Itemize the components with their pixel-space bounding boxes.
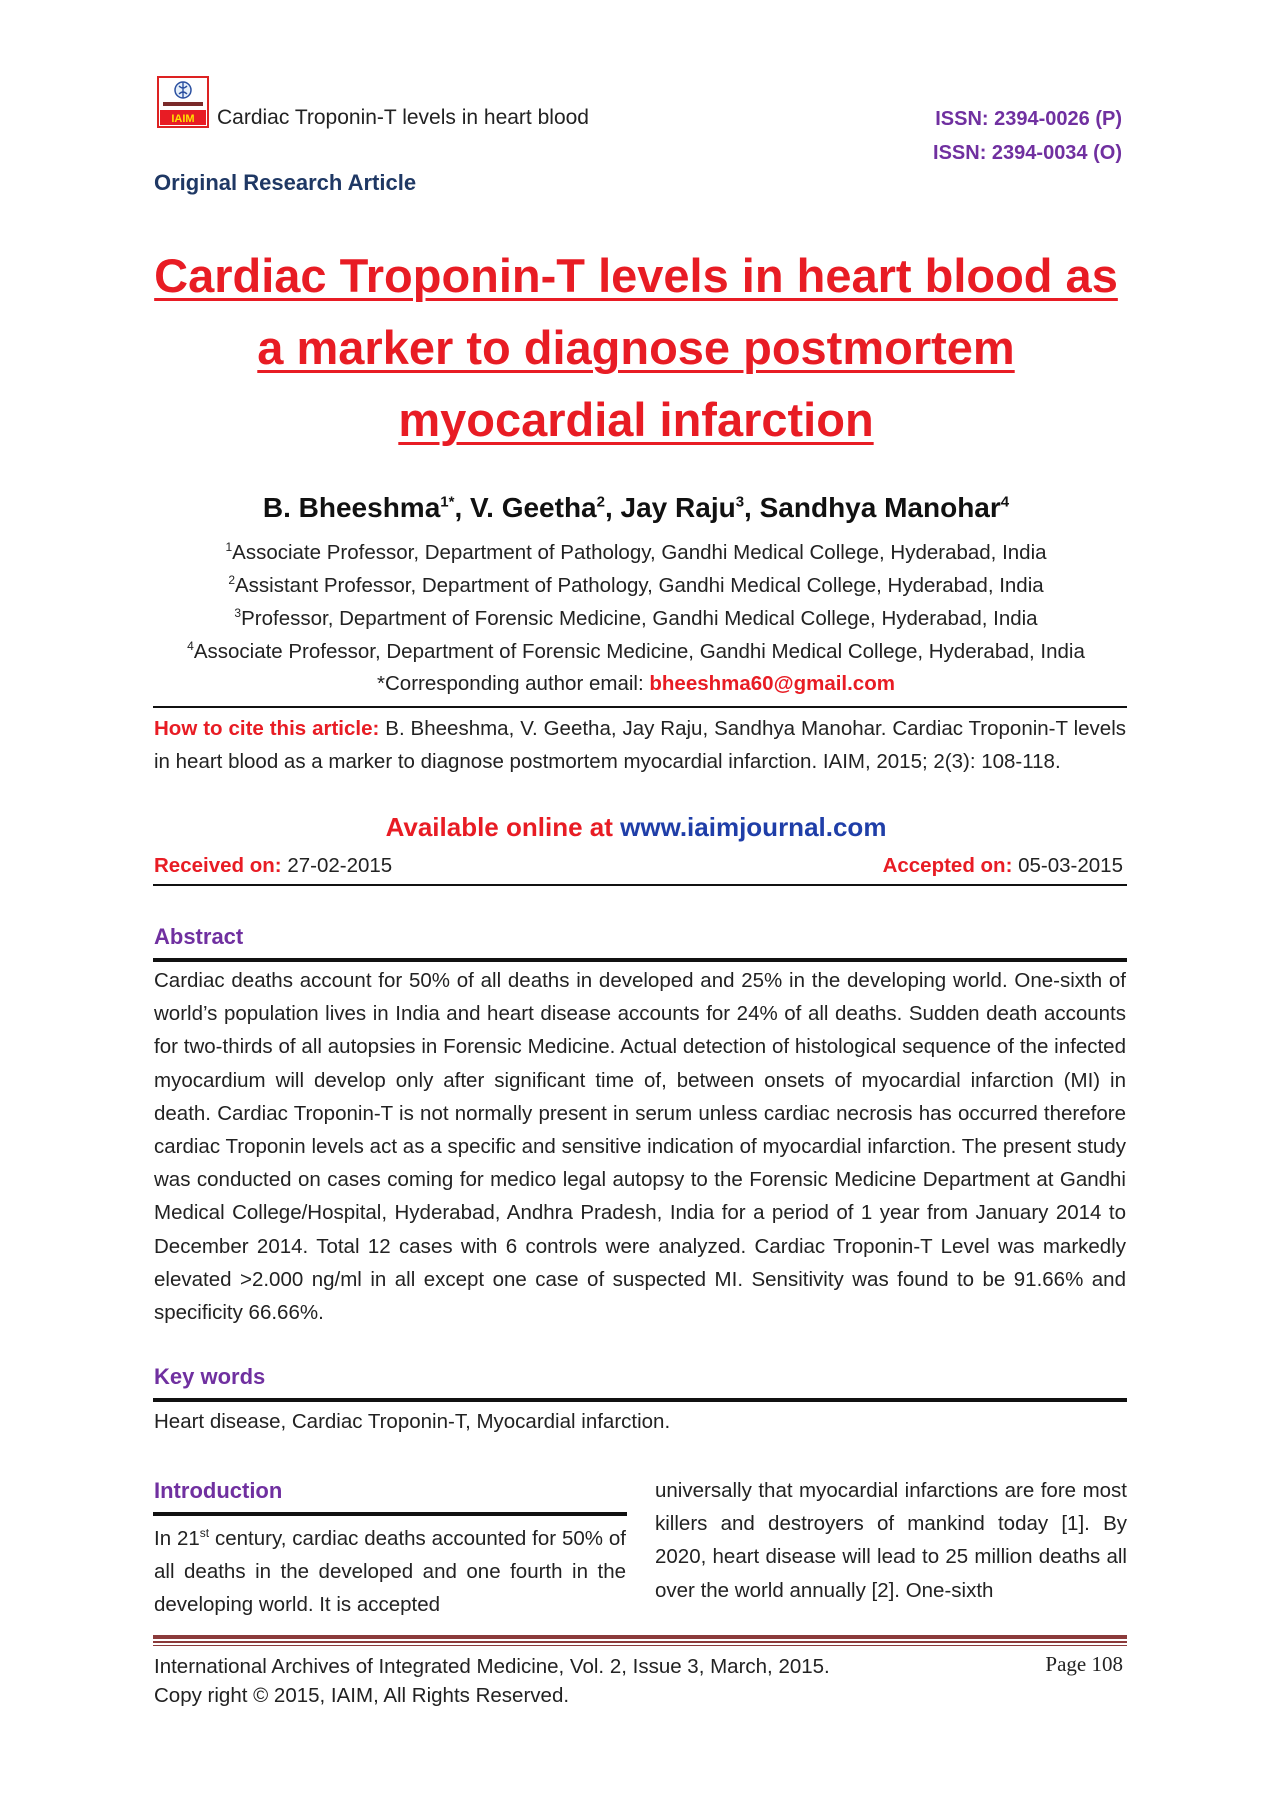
author-name: B. Bheeshma <box>262 492 441 523</box>
citation-label: How to cite this article: <box>154 717 380 740</box>
accepted-value: 05-03-2015 <box>1018 854 1123 877</box>
divider <box>153 958 1127 962</box>
author-sup: 3 <box>735 493 745 511</box>
keywords-heading: Key words <box>154 1364 266 1389</box>
introduction-heading: Introduction <box>154 1478 283 1503</box>
author-name: Jay Raju <box>620 492 736 523</box>
received-value: 27-02-2015 <box>287 854 393 877</box>
affiliation-sup: 1 <box>225 540 233 554</box>
affiliation-2 <box>150 573 1122 598</box>
introduction-left-column <box>154 1517 626 1621</box>
received-label: Received on: <box>154 854 282 877</box>
affiliation-sup: 2 <box>228 573 235 587</box>
author-sup: 1* <box>440 493 455 511</box>
intro-text: century, cardiac deaths accounted for 50% of all deaths in the developed and one fourth in the developing world. It is accepted <box>154 1526 626 1617</box>
journal-logo <box>157 76 209 128</box>
journal-url-link[interactable]: www.iaimjournal.com <box>620 812 887 842</box>
author-sup: 2 <box>596 493 605 511</box>
corresponding-label: *Corresponding author email: <box>377 672 644 695</box>
divider <box>153 884 1127 886</box>
intro-sup: st <box>199 1526 210 1540</box>
divider <box>153 706 1127 708</box>
author-sup: 4 <box>1000 493 1010 511</box>
affiliation-text: Associate Professor, Department of Forensic Medicine, Gandhi Medical College, Hyderabad, India <box>193 639 1085 663</box>
keywords-text: Heart disease, Cardiac Troponin-T, Myocardial infarction. <box>154 1410 671 1433</box>
intro-text: In 21 <box>154 1526 200 1550</box>
footer-copyright: Copy right © 2015, IAIM, All Rights Reserved. <box>154 1684 570 1707</box>
affiliation-3 <box>150 606 1122 631</box>
author-name: Sandhya Manohar <box>759 492 1001 523</box>
abstract-heading: Abstract <box>154 924 244 949</box>
availability-label: Available online at <box>385 812 613 842</box>
affiliation-4 <box>150 639 1122 664</box>
article-type: Original Research Article <box>154 170 417 195</box>
author-list: B. Bheeshma$^{1*}$, V. Geetha$^2$, Jay Raju$^3$, Sandhya Manohar$^4$ <box>262 492 1010 523</box>
accepted-date <box>883 854 1123 878</box>
abstract-text: Cardiac deaths account for 50% of all deaths in developed and 25% in the developing world. One-sixth of world’s population lives in India and heart disease accounts for 24% of all deaths. Sudden death accounts for two-thirds of all autopsies in Forensic Medicine. Actual detection of histological sequence of the infected myocardium will develop only after significant time of, between onsets of myocardial infarction (MI) in death. Cardiac Troponin-T is not normally present in serum unless cardiac necrosis has occurred therefore cardiac Troponin levels act as a specific and sensitive indication of myocardial infarction. The present study was conducted on cases coming for medico legal autopsy to the Forensic Medicine Department at Gandhi Medical College/Hospital, Hyderabad, Andhra Pradesh, India for a period of 1 year from January 2014 to December 2014. Total 12 cases with 6 controls were analyzed. Cardiac Troponin-T Level was markedly elevated >2.000 ng/ml in all except one case of suspected MI. Sensitivity was found to be 91.66% and specificity 66.66%. <box>154 969 1126 1325</box>
footer-journal: International Archives of Integrated Medicine, Vol. 2, Issue 3, March, 2015. <box>154 1655 830 1678</box>
footer <box>154 1652 830 1710</box>
issn-print: ISSN: 2394-0026 (P) <box>935 108 1122 130</box>
citation-text: B. Bheeshma, V. Geetha, Jay Raju, Sandhya Manohar. Cardiac Troponin-T levels in heart blood as a marker to diagnose postmortem myocardial infarction. IAIM, 2015; 2(3): 108-118. <box>154 717 1126 773</box>
divider <box>153 1398 1127 1402</box>
affiliation-1 <box>150 540 1122 565</box>
affiliation-text: Associate Professor, Department of Pathology, Gandhi Medical College, Hyderabad, India <box>232 540 1047 564</box>
corresponding-email-link[interactable]: bheeshma60@gmail.com <box>649 672 895 695</box>
footer-rule <box>153 1635 1127 1639</box>
affiliation-sup: 3 <box>234 606 242 620</box>
author-name: V. Geetha <box>470 492 597 523</box>
affiliation-text: Assistant Professor, Department of Pathology, Gandhi Medical College, Hyderabad, India <box>235 573 1044 597</box>
svg-text:IAIM: IAIM <box>171 113 195 125</box>
page-number: Page 108 <box>1045 1652 1123 1676</box>
article-title: Cardiac Troponin-T levels in heart blood as a marker to diagnose postmortem myocardial infarction <box>154 249 1118 446</box>
affiliation-sup: 4 <box>187 639 194 653</box>
issn-online: ISSN: 2394-0034 (O) <box>933 142 1122 164</box>
divider <box>153 1512 627 1516</box>
running-title: Cardiac Troponin-T levels in heart blood <box>217 106 589 129</box>
footer-rule <box>153 1641 1127 1643</box>
footer-rule <box>153 1645 1127 1646</box>
citation-block <box>154 712 1126 778</box>
received-date <box>154 854 392 878</box>
affiliation-text: Professor, Department of Forensic Medicine, Gandhi Medical College, Hyderabad, India <box>241 606 1038 630</box>
introduction-right-column: universally that myocardial infarctions are fore most killers and destroyers of mankind today [1]. By 2020, heart disease will lead to 25 million deaths all over the world annually [2]. One-sixth <box>655 1479 1127 1602</box>
availability-line <box>150 812 1122 843</box>
corresponding-author <box>150 672 1122 696</box>
accepted-label: Accepted on: <box>882 854 1013 877</box>
